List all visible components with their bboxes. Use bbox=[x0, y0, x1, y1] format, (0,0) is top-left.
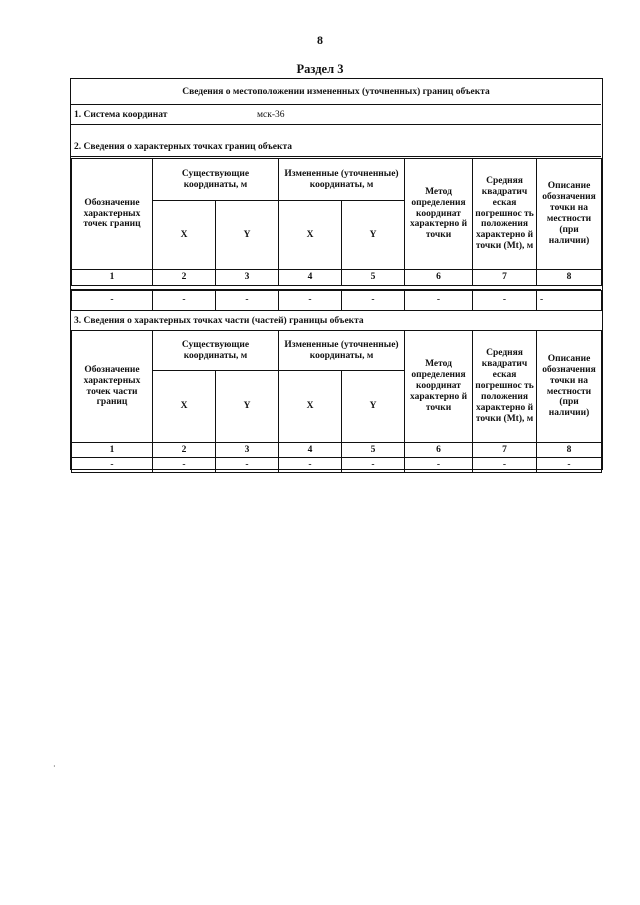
col-method-header: Метод определения координат характерно й точки bbox=[405, 331, 473, 443]
column-number: 3 bbox=[216, 270, 279, 286]
col-existing-x: X bbox=[153, 371, 216, 443]
column-number: 1 bbox=[72, 443, 153, 458]
table-cell: - bbox=[153, 291, 216, 311]
column-number: 3 bbox=[216, 443, 279, 458]
column-number: 8 bbox=[537, 270, 602, 286]
table-row bbox=[72, 291, 602, 311]
scan-speck: · bbox=[53, 762, 56, 771]
col-description-header: Описание обозначения точки на местности (при наличии) bbox=[537, 331, 602, 443]
column-number: 5 bbox=[342, 270, 405, 286]
table-cell: - bbox=[473, 291, 537, 311]
column-number: 5 bbox=[342, 443, 405, 458]
col-changed-header: Измененные (уточненные) координаты, м bbox=[279, 159, 405, 201]
column-number: 1 bbox=[72, 270, 153, 286]
col-existing-header: Существующие координаты, м bbox=[153, 331, 279, 371]
coordinate-system-row bbox=[71, 105, 601, 125]
table-cell: - bbox=[537, 458, 602, 473]
table-cell: - bbox=[405, 291, 473, 311]
column-number: 8 bbox=[537, 443, 602, 458]
col-error-header: Средняя квадратич еская погрешнос ть положения характерно й точки (Mt), м bbox=[473, 331, 537, 443]
col-changed-y: Y bbox=[342, 371, 405, 443]
table-cell: - bbox=[72, 291, 153, 311]
col-existing-header: Существующие координаты, м bbox=[153, 159, 279, 201]
column-number: 7 bbox=[473, 270, 537, 286]
table-cell: - bbox=[72, 458, 153, 473]
column-number-row bbox=[72, 443, 602, 458]
col-description-header: Описание обозначения точки на местности (при наличии) bbox=[537, 159, 602, 270]
section2-data-table bbox=[71, 290, 602, 311]
section-title: Раздел 3 bbox=[296, 62, 344, 76]
section2-heading: 2. Сведения о характерных точках границ объекта bbox=[71, 137, 601, 157]
column-number: 6 bbox=[405, 270, 473, 286]
col-existing-y: Y bbox=[216, 201, 279, 270]
col-designation-header: Обозначение характерных точек части границ bbox=[72, 331, 153, 443]
table-cell: - bbox=[279, 458, 342, 473]
section-frame bbox=[70, 78, 603, 470]
column-number: 2 bbox=[153, 270, 216, 286]
column-number: 2 bbox=[153, 443, 216, 458]
section3-heading: 3. Сведения о характерных точках части (частей) границы объекта bbox=[71, 311, 601, 331]
coordinate-system-label: 1. Система координат bbox=[74, 110, 168, 120]
table-cell: - bbox=[153, 458, 216, 473]
column-number: 4 bbox=[279, 443, 342, 458]
column-number: 7 bbox=[473, 443, 537, 458]
table-row bbox=[72, 458, 602, 473]
col-method-header: Метод определения координат характерно й точки bbox=[405, 159, 473, 270]
col-changed-x: X bbox=[279, 201, 342, 270]
table-cell: - bbox=[342, 458, 405, 473]
col-changed-header: Измененные (уточненные) координаты, м bbox=[279, 331, 405, 371]
table-header-title: Сведения о местоположении измененных (уточненных) границ объекта bbox=[71, 79, 601, 105]
column-number-row bbox=[72, 270, 602, 286]
col-changed-x: X bbox=[279, 371, 342, 443]
table-cell: - bbox=[342, 291, 405, 311]
column-number: 6 bbox=[405, 443, 473, 458]
table-cell: - bbox=[279, 291, 342, 311]
table-cell: - bbox=[216, 291, 279, 311]
col-designation-header: Обозначение характерных точек границ bbox=[72, 159, 153, 270]
col-changed-y: Y bbox=[342, 201, 405, 270]
table-cell: - bbox=[537, 291, 602, 311]
col-error-header: Средняя квадратич еская погрешнос ть положения характерно й точки (Mt), м bbox=[473, 159, 537, 270]
page-number: 8 bbox=[317, 33, 323, 47]
column-number: 4 bbox=[279, 270, 342, 286]
section3-table bbox=[71, 330, 602, 473]
section2-table bbox=[71, 158, 602, 286]
table-cell: - bbox=[216, 458, 279, 473]
col-existing-y: Y bbox=[216, 371, 279, 443]
table-cell: - bbox=[405, 458, 473, 473]
coordinate-system-value: мск-36 bbox=[257, 110, 285, 120]
col-existing-x: X bbox=[153, 201, 216, 270]
table-cell: - bbox=[473, 458, 537, 473]
